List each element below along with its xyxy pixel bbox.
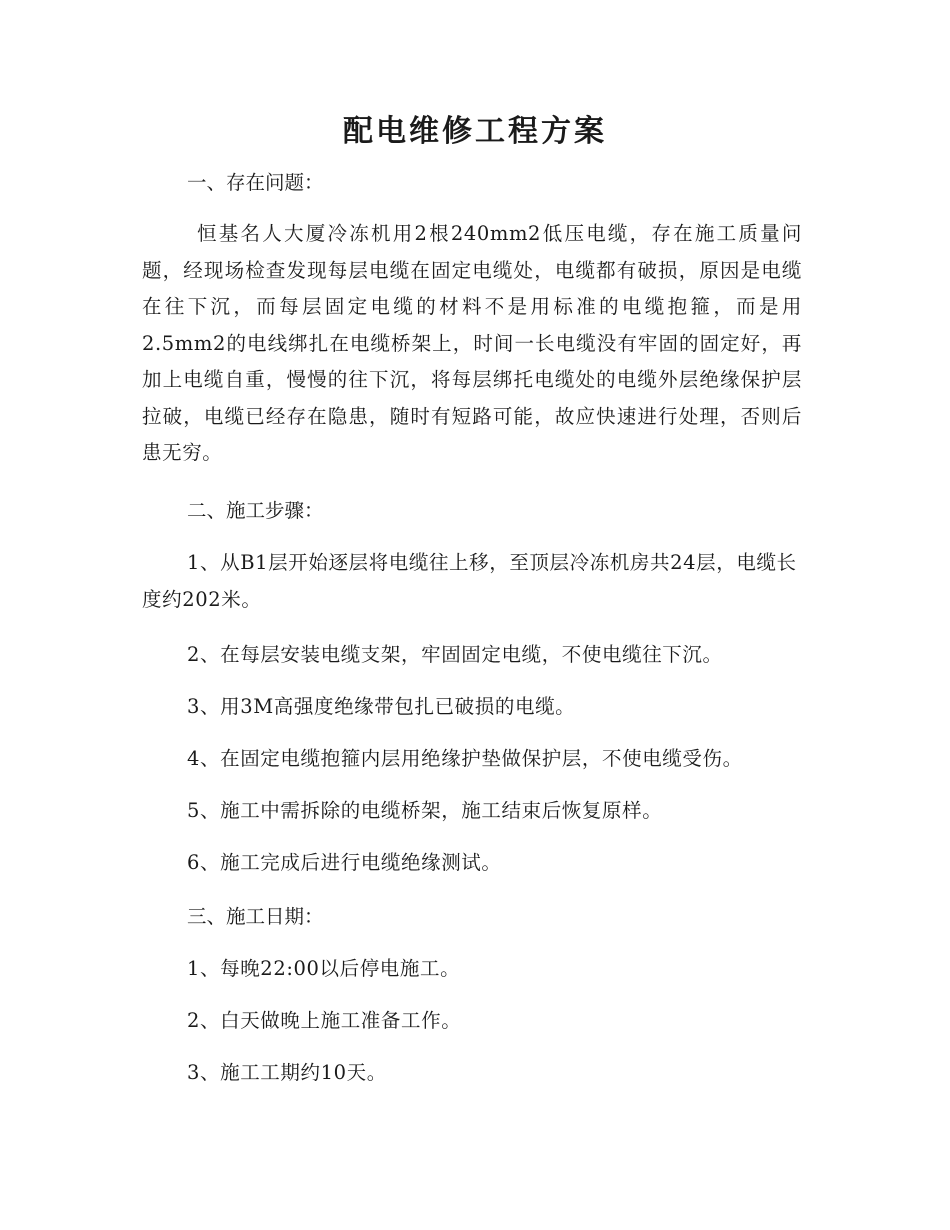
section-heading-steps: 二、施工步骤：: [187, 499, 324, 522]
step-item-3: 3、用3M高强度绝缘带包扎已破损的电缆。: [187, 695, 576, 718]
step-item-2: 2、在每层安装电缆支架，牢固固定电缆，不使电缆往下沉。: [187, 643, 723, 666]
step-item-4: 4、在固定电缆抱箍内层用绝缘护垫做保护层，不使电缆受伤。: [187, 747, 743, 770]
step-item-5: 5、施工中需拆除的电缆桥架，施工结束后恢复原样。: [187, 799, 663, 822]
problem-description: 恒基名人大厦冷冻机用2根240mm2低压电缆，存在施工质量问题，经现场检查发现每层电缆在固定电缆处，电缆都有破损，原因是电缆在往下沉，而每层固定电缆的材料不是用标准的电缆抱箍，而是用2.5mm2的电线绑扎在电缆桥架上，时间一长电缆没有牢固的固定好，再加上电缆自重，慢慢的往下沉，将每层绑托电缆处的电缆外层绝缘保护层拉破，电缆已经存在隐患，随时有短路可能，故应快速进行处理，否则后患无穷。: [142, 222, 802, 464]
document-title: 配电维修工程方案: [343, 114, 607, 149]
step-item-1: 1、从B1层开始逐层将电缆往上移，至顶层冷冻机房共24层，电缆长度约202米。: [142, 551, 797, 611]
schedule-item-1: 1、每晚22:00以后停电施工。: [187, 957, 461, 980]
schedule-item-2: 2、白天做晚上施工准备工作。: [187, 1009, 462, 1032]
section-heading-problems: 一、存在问题：: [187, 171, 324, 194]
step-item-6: 6、施工完成后进行电缆绝缘测试。: [187, 851, 502, 874]
schedule-item-3: 3、施工工期约10天。: [187, 1061, 387, 1084]
section-heading-schedule: 三、施工日期：: [187, 905, 324, 928]
